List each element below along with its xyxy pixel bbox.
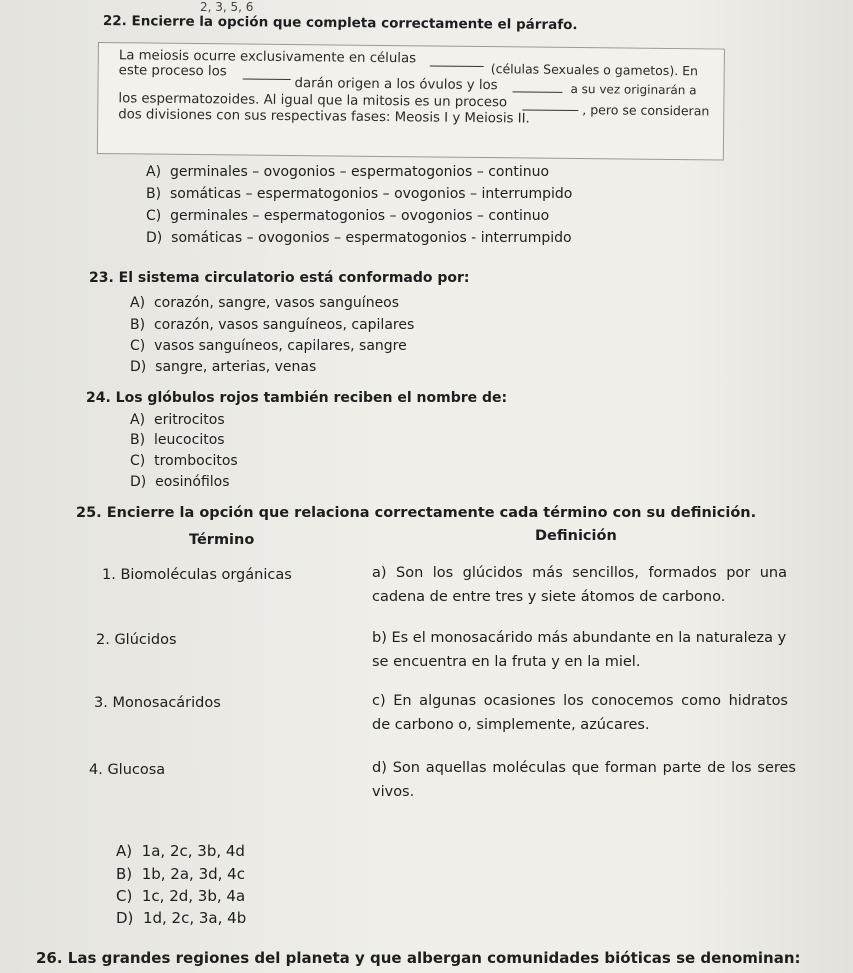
q23-option-b[interactable] <box>130 317 414 333</box>
q22-blank-3 <box>512 91 562 93</box>
option-letter: C) <box>130 453 146 469</box>
q22-line-1: La meiosis ocurre exclusivamente en células <box>118 48 417 67</box>
option-letter: A) <box>146 164 162 180</box>
q22-title: 22. Encierre la opción que completa correctamente el párrafo. <box>102 13 578 34</box>
q25-term-4: 4. Glucosa <box>89 762 166 778</box>
option-letter: D) <box>130 474 147 490</box>
q25-term-3: 3. Monosacáridos <box>94 695 221 711</box>
q22-line-3a: los espermatozoides. Al igual que la mitosis es un proceso <box>118 91 508 111</box>
option-text: sangre, arterias, venas <box>155 359 317 375</box>
option-text: somáticas – ovogonios – espermatogonios - interrumpido <box>171 230 572 246</box>
option-text: vasos sanguíneos, capilares, sangre <box>154 338 407 354</box>
q25-term-1: 1. Biomoléculas orgánicas <box>102 567 292 583</box>
q23-option-d[interactable] <box>130 359 316 375</box>
option-letter: C) <box>146 208 162 224</box>
option-text: leucocitos <box>153 432 225 448</box>
header-fragment: 2, 3, 5, 6 <box>200 0 254 14</box>
option-text: trombocitos <box>154 453 238 469</box>
q22-blank-4 <box>522 109 578 111</box>
q23-option-c[interactable] <box>130 338 407 354</box>
q22-option-b[interactable] <box>146 186 572 202</box>
option-letter: C) <box>130 338 146 354</box>
q22-option-c[interactable] <box>146 208 549 224</box>
q22-blank-2 <box>243 79 291 81</box>
q25-col-definition: Definición <box>535 528 617 544</box>
q24-option-a[interactable] <box>130 412 225 428</box>
q25-term-2: 2. Glúcidos <box>96 632 177 648</box>
option-text: 1a, 2c, 3b, 4d <box>141 842 245 860</box>
option-text: 1c, 2d, 3b, 4a <box>141 887 246 905</box>
option-text: eosinófilos <box>155 474 230 490</box>
option-text: corazón, vasos sanguíneos, capilares <box>153 317 415 333</box>
q22-line-3b: , pero se consideran <box>582 102 710 119</box>
definition-line: d) Son aquellas moléculas que forman parte de los seres <box>372 760 796 776</box>
q25-title: 25. Encierre la opción que relaciona correctamente cada término con su definición. <box>76 505 757 521</box>
option-letter: A) <box>130 412 146 428</box>
q26-title: 26. Las grandes regiones del planeta y que albergan comunidades bióticas se denominan: <box>36 949 801 967</box>
option-letter: A) <box>130 295 146 311</box>
option-letter: D) <box>116 909 134 927</box>
option-letter: B) <box>116 865 133 883</box>
option-text: 1d, 2c, 3a, 4b <box>142 909 247 927</box>
definition-line: de carbono o, simplemente, azúcares. <box>372 717 650 733</box>
option-letter: D) <box>146 230 163 246</box>
option-letter: C) <box>116 887 133 905</box>
q23-option-a[interactable] <box>130 295 399 311</box>
q22-option-a[interactable] <box>146 164 549 180</box>
option-text: germinales – ovogonios – espermatogonios – continuo <box>169 164 550 180</box>
q23-title: 23. El sistema circulatorio está conformado por: <box>89 270 470 286</box>
option-letter: B) <box>146 186 162 202</box>
definition-line: cadena de entre tres y siete átomos de carbono. <box>372 589 726 605</box>
option-text: somáticas – espermatogonios – ovogonios – interrumpido <box>169 186 573 202</box>
definition-line: se encuentra en la fruta y en la miel. <box>372 654 641 670</box>
option-text: corazón, sangre, vasos sanguíneos <box>153 295 400 311</box>
option-letter: B) <box>130 432 146 448</box>
q22-line-4: dos divisiones con sus respectivas fases: Meosis I y Meiosis II. <box>118 107 530 127</box>
q25-option-b[interactable] <box>116 865 245 883</box>
q24-option-b[interactable] <box>130 432 225 448</box>
q25-option-c[interactable] <box>116 887 245 905</box>
q22-option-d[interactable] <box>146 230 572 246</box>
definition-line: c) En algunas ocasiones los conocemos como hidratos <box>372 693 788 709</box>
q22-blank-1 <box>430 65 484 67</box>
q24-option-c[interactable] <box>130 453 238 469</box>
q22-paragraph-box <box>97 42 725 161</box>
option-text: eritrocitos <box>153 412 225 428</box>
q22-line-2b: darán origen a los óvulos y los <box>294 76 498 94</box>
q24-option-d[interactable] <box>130 474 230 490</box>
option-letter: D) <box>130 359 147 375</box>
q25-col-term: Término <box>189 532 255 548</box>
q25-option-d[interactable] <box>116 909 246 927</box>
option-text: germinales – espermatogonios – ovogonios – continuo <box>170 208 550 224</box>
q22-line-2a: este proceso los <box>118 63 227 80</box>
q25-option-a[interactable] <box>116 842 245 860</box>
q24-title: 24. Los glóbulos rojos también reciben el nombre de: <box>86 390 508 406</box>
q22-line-2c: a su vez originarán a <box>570 81 697 98</box>
definition-line: vivos. <box>372 784 415 800</box>
q22-line-1b: (células Sexuales o gametos). En <box>490 61 699 79</box>
option-letter: A) <box>116 842 133 860</box>
definition-line: b) Es el monosacárido más abundante en la naturaleza y <box>372 630 787 646</box>
option-text: 1b, 2a, 3d, 4c <box>141 865 245 883</box>
definition-line: a) Son los glúcidos más sencillos, formados por una <box>372 565 787 581</box>
option-letter: B) <box>130 317 146 333</box>
